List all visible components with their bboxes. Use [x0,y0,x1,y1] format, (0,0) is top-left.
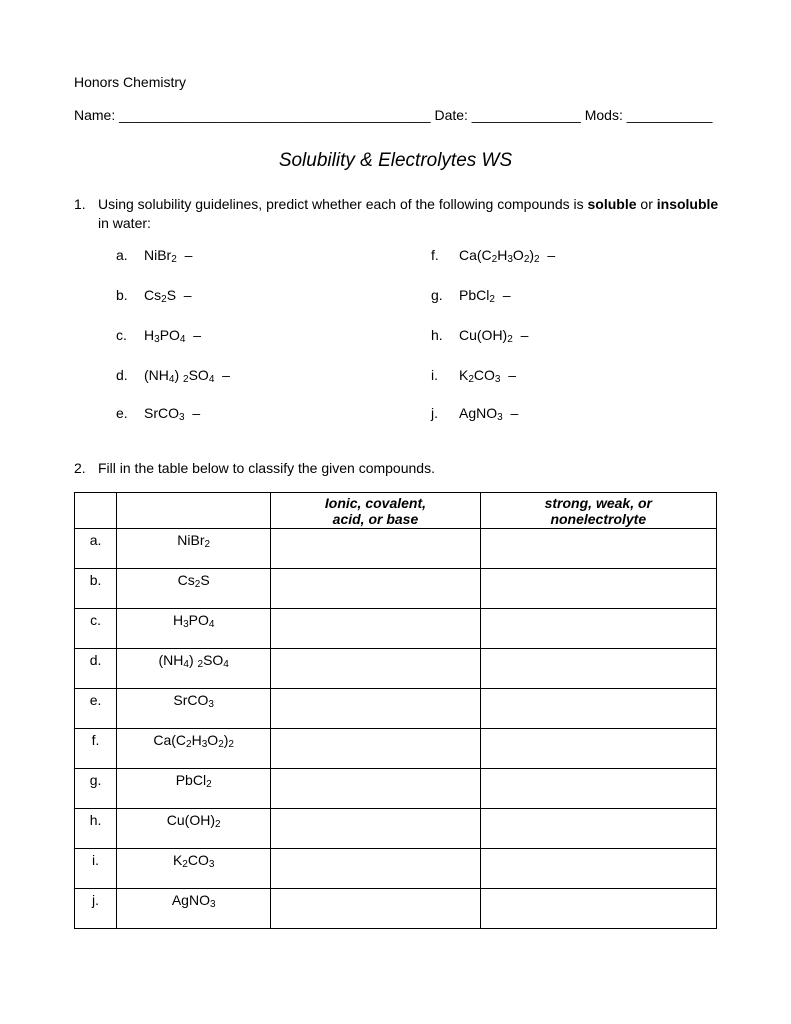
item-dash: – [502,405,519,421]
header-compound-type: Ionic, covalent, acid, or base [271,493,480,529]
compound-type-answer-cell[interactable] [271,889,480,929]
course-name: Honors Chemistry [74,74,187,90]
item-compound: $Cs_2S$ [144,287,177,305]
classification-table [74,492,717,929]
question-1-item [431,287,511,303]
question-1-item [116,247,192,263]
row-letter: d. [75,649,117,689]
row-letter: a. [75,529,117,569]
item-letter: j. [431,405,438,421]
row-letter: b. [75,569,117,609]
question-1-text: Using solubility guidelines, predict whether each of the following compounds is soluble or insoluble in water: [98,196,719,231]
item-dash: – [214,367,230,383]
table-header-row [75,493,717,529]
item-dash: – [494,287,511,303]
item-compound: $K_2CO_3$ [459,367,501,385]
item-compound: $(NH_4)$ $_2SO_4$ [144,367,215,385]
row-letter: g. [75,769,117,809]
question-2-text: Fill in the table below to classify the given compounds. [98,460,435,476]
header-letter [75,493,117,529]
question-1-item [431,367,516,383]
item-compound: $Ca(C_2H_3O_2)_2$ [459,247,540,265]
row-compound: SrCO$_3$ [117,689,271,729]
row-letter: c. [75,609,117,649]
item-letter: b. [116,287,128,303]
item-letter: f. [431,247,439,263]
item-compound: SrCO$_3$ [144,405,185,423]
row-letter: e. [75,689,117,729]
question-1-item [116,405,200,421]
compound-type-answer-cell[interactable] [271,569,480,609]
table-row [75,569,717,609]
question-2-number: 2. [74,460,86,476]
question-1-item [116,287,192,303]
electrolyte-answer-cell[interactable] [480,529,716,569]
electrolyte-answer-cell[interactable] [480,889,716,929]
row-compound: AgNO$_3$ [117,889,271,929]
item-compound: $Cu(OH)_2$ [459,327,513,345]
item-dash: – [185,327,202,343]
header-compound [117,493,271,529]
question-1-item [116,367,230,383]
row-compound: PbCl$_2$ [117,769,271,809]
electrolyte-answer-cell[interactable] [480,809,716,849]
electrolyte-answer-cell[interactable] [480,689,716,729]
question-1-item [431,405,518,421]
row-letter: i. [75,849,117,889]
row-compound: $Cs_2S$ [117,569,271,609]
item-compound: AgNO$_3$ [459,405,503,423]
table-row [75,889,717,929]
row-compound: $H_3PO_4$ [117,609,271,649]
item-dash: – [500,367,517,383]
table-row [75,649,717,689]
compound-type-answer-cell[interactable] [271,809,480,849]
row-letter: f. [75,729,117,769]
item-dash: – [539,247,556,263]
table-row [75,849,717,889]
item-letter: a. [116,247,128,263]
item-letter: e. [116,405,128,421]
table-row [75,809,717,849]
item-dash: – [176,247,193,263]
soluble-term: soluble [587,196,637,212]
table-row [75,609,717,649]
question-1-item [431,327,528,343]
electrolyte-answer-cell[interactable] [480,609,716,649]
table-row [75,689,717,729]
item-dash: – [512,327,529,343]
item-dash: – [184,405,201,421]
worksheet-title: Solubility & Electrolytes WS [278,150,513,171]
row-compound: $K_2CO_3$ [117,849,271,889]
compound-type-answer-cell[interactable] [271,729,480,769]
item-letter: g. [431,287,443,303]
electrolyte-answer-cell[interactable] [480,849,716,889]
item-compound: PbCl$_2$ [459,287,495,305]
table-row [75,769,717,809]
electrolyte-answer-cell[interactable] [480,569,716,609]
row-letter: h. [75,809,117,849]
row-letter: j. [75,889,117,929]
table-row [75,529,717,569]
electrolyte-answer-cell[interactable] [480,729,716,769]
question-1-number: 1. [74,196,86,212]
row-compound: $Ca(C_2H_3O_2)_2$ [117,729,271,769]
item-letter: c. [116,327,127,343]
question-1-item [431,247,555,263]
compound-type-answer-cell[interactable] [271,769,480,809]
insoluble-term: insoluble [656,196,719,212]
item-compound: NiBr$_2$ [144,247,177,265]
compound-type-answer-cell[interactable] [271,849,480,889]
row-compound: $Cu(OH)_2$ [117,809,271,849]
row-compound: NiBr$_2$ [117,529,271,569]
name-date-mods-line: Name: ________________________________________ Date: ______________ Mods: ___________ [74,107,713,123]
table-row [75,729,717,769]
compound-type-answer-cell[interactable] [271,529,480,569]
item-dash: – [176,287,192,303]
compound-type-answer-cell[interactable] [271,689,480,729]
electrolyte-answer-cell[interactable] [480,649,716,689]
compound-type-answer-cell[interactable] [271,649,480,689]
item-letter: d. [116,367,128,383]
item-compound: $H_3PO_4$ [144,327,186,345]
item-letter: i. [431,367,438,383]
electrolyte-answer-cell[interactable] [480,769,716,809]
row-compound: $(NH_4)$ $_2SO_4$ [117,649,271,689]
header-electrolyte-type: strong, weak, or nonelectrolyte [480,493,716,529]
question-1-item [116,327,201,343]
compound-type-answer-cell[interactable] [271,609,480,649]
item-letter: h. [431,327,443,343]
